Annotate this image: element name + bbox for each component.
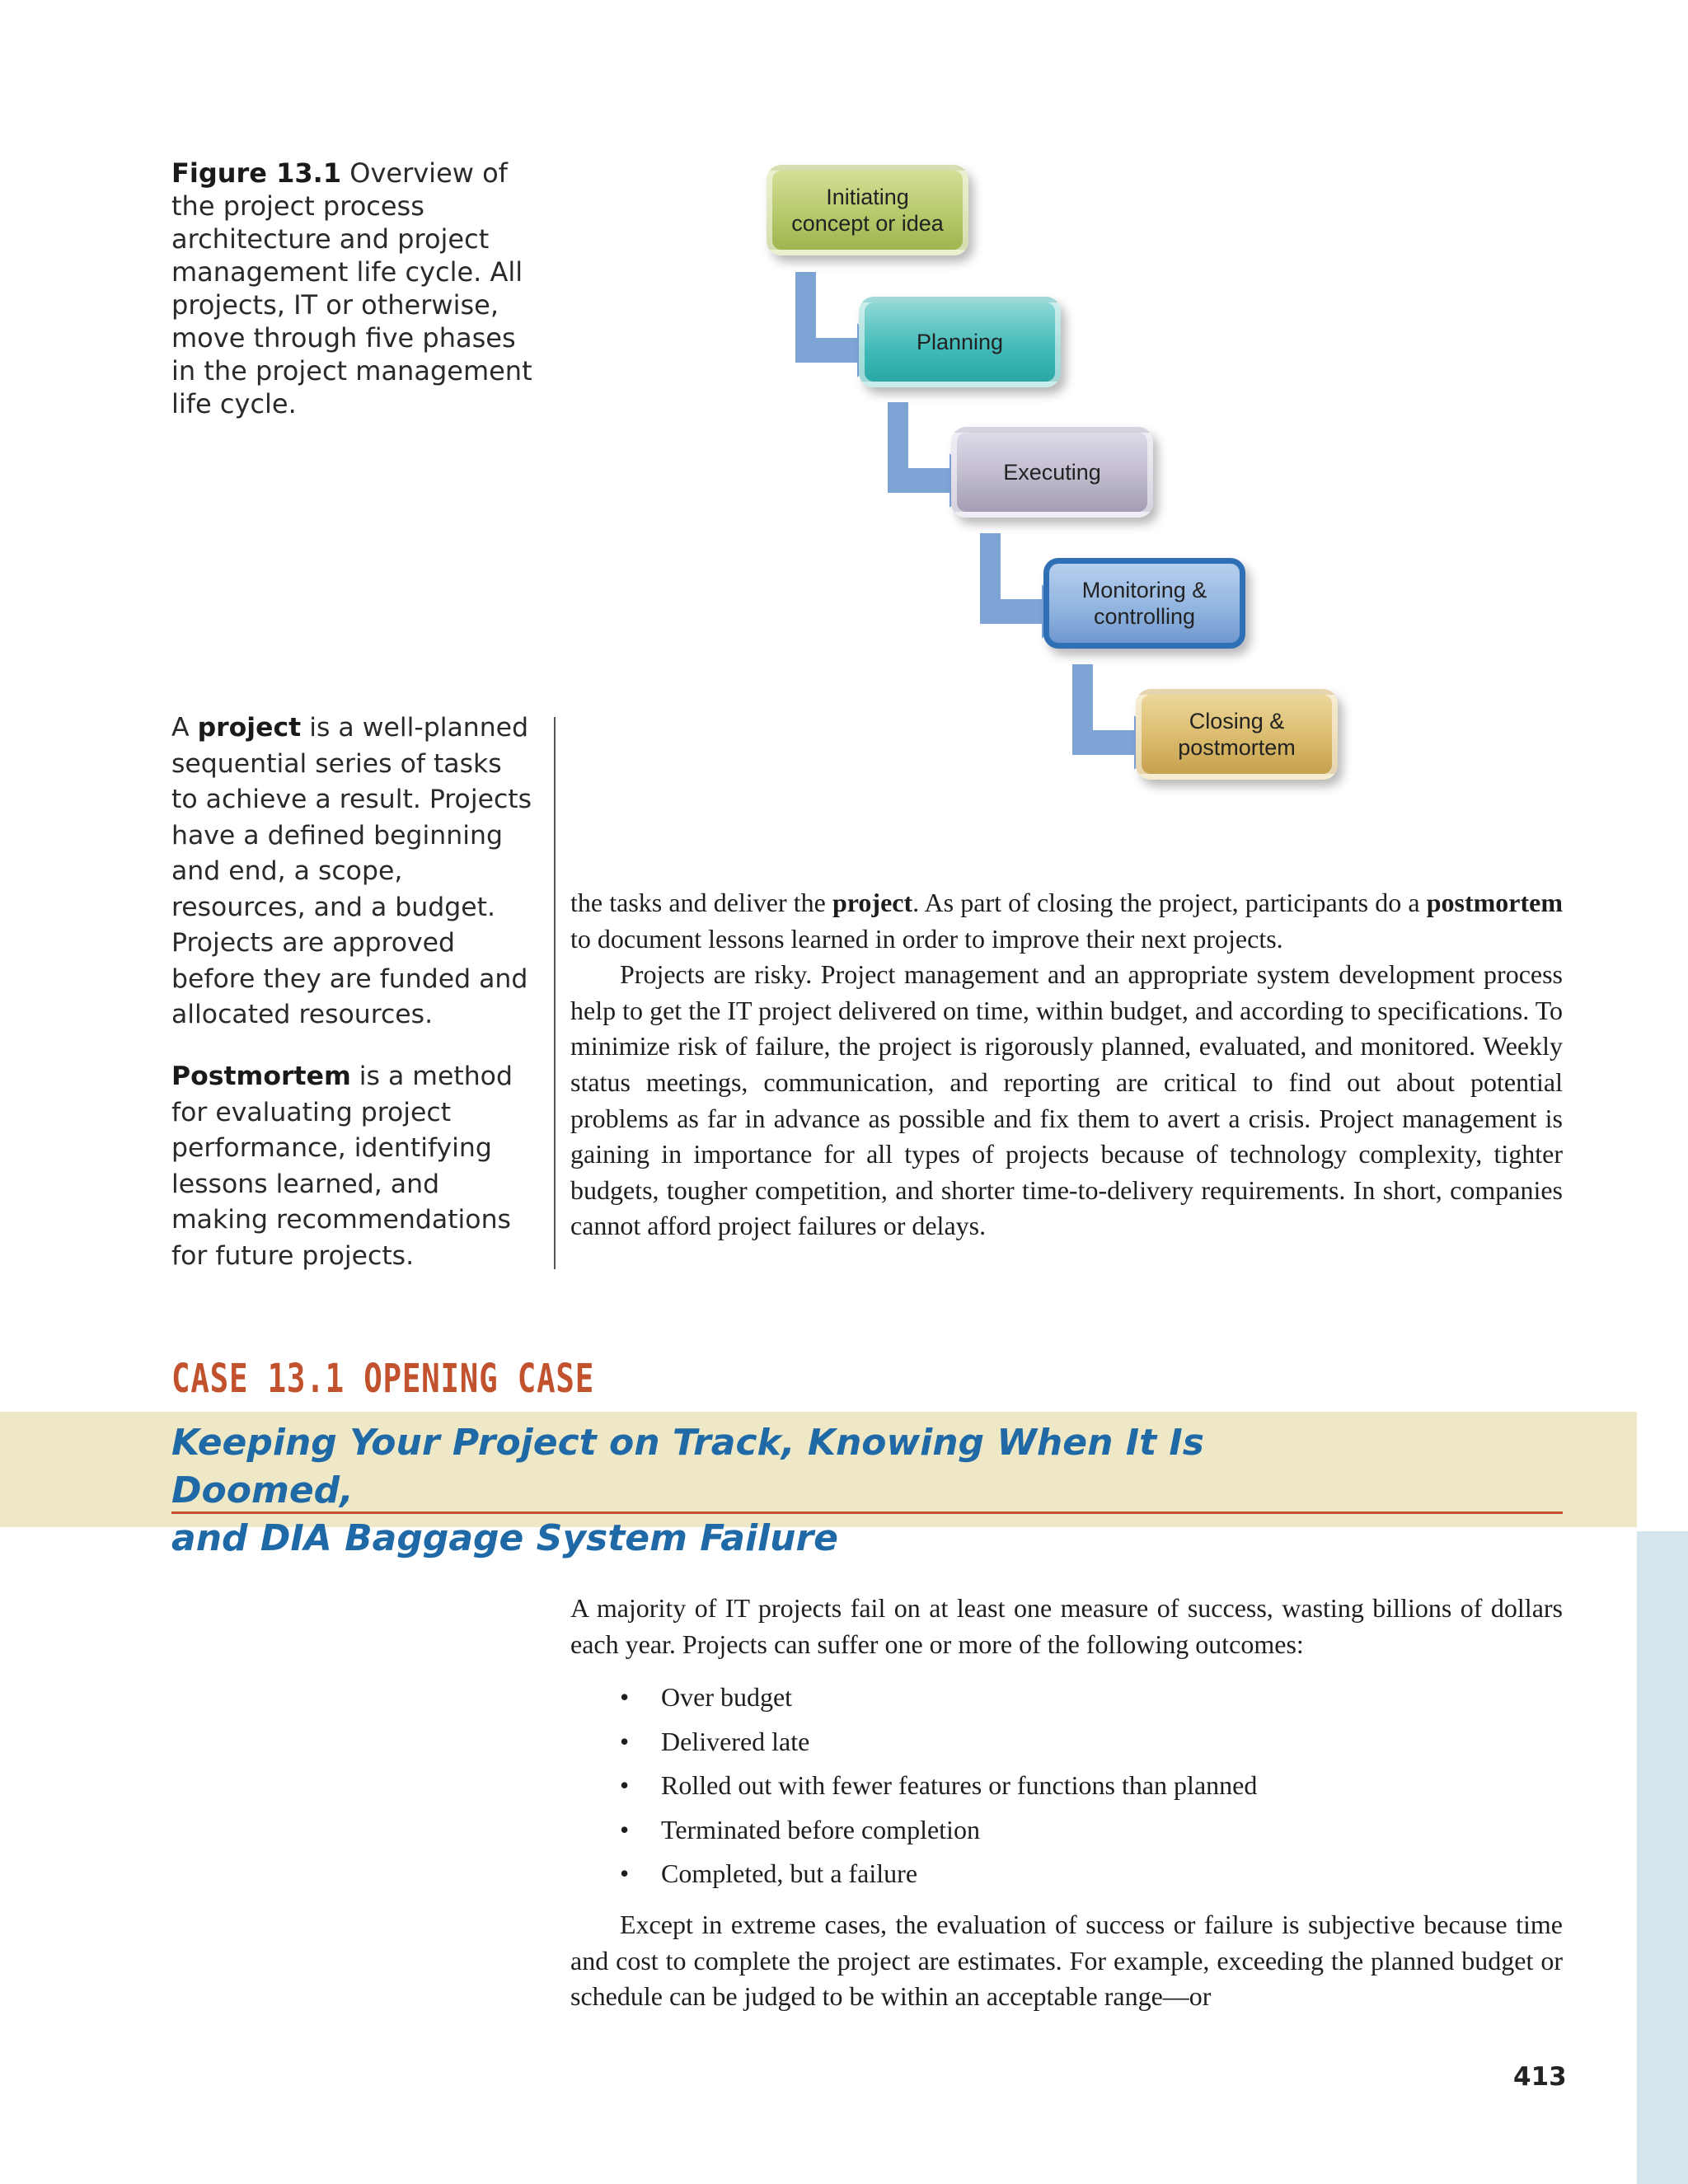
- p1-text-c: . As part of closing the project, participants do a: [912, 888, 1427, 917]
- definition-project: [171, 710, 534, 1033]
- list-item: [620, 1808, 1257, 1853]
- case-title-underline: [171, 1511, 1563, 1514]
- phase-initiating-label: Initiating concept or idea: [791, 185, 944, 236]
- list-item-text: Completed, but a failure: [661, 1858, 918, 1889]
- page-edge-tab: [1637, 1531, 1688, 2184]
- list-item: [620, 1720, 1257, 1765]
- phase-planning: [859, 297, 1061, 387]
- outcome-list: [620, 1675, 1257, 1896]
- margin-rule: [554, 717, 556, 1269]
- phase-initiating: [767, 165, 968, 255]
- body-text: [570, 885, 1563, 1244]
- list-item: [620, 1675, 1257, 1720]
- phase-planning-label: Planning: [916, 330, 1004, 354]
- phase-monitoring-label: Monitoring & controlling: [1081, 578, 1207, 629]
- definition-project-text: is a well-planned sequential series of tasks to achieve a result. Projects have a defined beginning and end, a scope, resources, and a budget. Projects are approved before they are funded and allocated resources.: [171, 713, 532, 1029]
- project-life-cycle-diagram: [742, 148, 1401, 857]
- phase-closing: [1136, 689, 1338, 780]
- p1-term-project: project: [832, 888, 913, 917]
- case-title: [171, 1419, 1325, 1563]
- list-item: [620, 1852, 1257, 1896]
- phase-executing-label: Executing: [1003, 460, 1101, 485]
- definition-postmortem: [171, 1059, 534, 1274]
- p1-text-a: the tasks and deliver the: [570, 888, 832, 917]
- case-title-line-1: Keeping Your Project on Track, Knowing When It Is Doomed,: [171, 1422, 1204, 1511]
- case-closing-paragraph: Except in extreme cases, the evaluation of success or failure is subjective because time and cost to complete the project are estimates. For example, exceeding the planned budget or schedule can be judged to be within an acceptable range—or: [570, 1910, 1563, 2012]
- bullet-icon: •: [620, 1858, 630, 1889]
- case-intro: [570, 1591, 1563, 1662]
- phase-closing-label: Closing & postmortem: [1178, 709, 1296, 760]
- bullet-icon: •: [620, 1726, 630, 1756]
- definition-project-prefix: A: [171, 713, 198, 743]
- p1-term-postmortem: postmortem: [1426, 888, 1564, 917]
- phase-executing: [951, 427, 1153, 518]
- paragraph-2: Projects are risky. Project management and an appropriate system development process help to get the IT project delivered on time, within budget, and according to specifications. To minimize risk of failure, the project is rigorously planned, evaluated, and monitored. Weekly status meetings, communication, and reporting are critical to find out about potential problems as far in advance as possible and fix them to avert a crisis. Project management is gaining in importance for all types of projects because of technology complexity, tighter budgets, tougher competition, and shorter time-to-delivery requirements. In short, companies cannot afford project failures or delays.: [570, 959, 1563, 1241]
- case-label: CASE 13.1 OPENING CASE: [171, 1356, 595, 1402]
- bullet-icon: •: [620, 1682, 630, 1712]
- definition-postmortem-text: is a method for evaluating project performance, identifying lessons learned, and making recommendations for future projects.: [171, 1062, 513, 1271]
- bullet-icon: •: [620, 1814, 630, 1844]
- bullet-icon: •: [620, 1770, 630, 1801]
- figure-label: Figure 13.1: [171, 157, 342, 189]
- case-closing: [570, 1907, 1563, 2015]
- definition-project-term: project: [197, 713, 302, 743]
- list-item-text: Rolled out with fewer features or functions than planned: [661, 1770, 1258, 1801]
- list-item-text: Terminated before completion: [661, 1814, 980, 1844]
- figure-caption-text: Overview of the project process architecture and project management life cycle. All projects, IT or otherwise, move through five phases in the project management life cycle.: [171, 157, 532, 419]
- case-intro-paragraph: A majority of IT projects fail on at least one measure of success, wasting billions of dollars each year. Projects can suffer one or more of the following outcomes:: [570, 1593, 1563, 1659]
- figure-caption: [171, 157, 534, 420]
- definition-postmortem-term: Postmortem: [171, 1062, 351, 1091]
- p1-text-e: to document lessons learned in order to improve their next projects.: [570, 923, 1283, 954]
- case-title-line-2: and DIA Baggage System Failure: [171, 1517, 838, 1559]
- page-number: 413: [1513, 2062, 1567, 2092]
- phase-monitoring: [1043, 558, 1245, 649]
- list-item-text: Delivered late: [661, 1726, 810, 1756]
- list-item-text: Over budget: [661, 1682, 793, 1712]
- list-item: [620, 1764, 1257, 1808]
- paragraph-1: [570, 885, 1563, 957]
